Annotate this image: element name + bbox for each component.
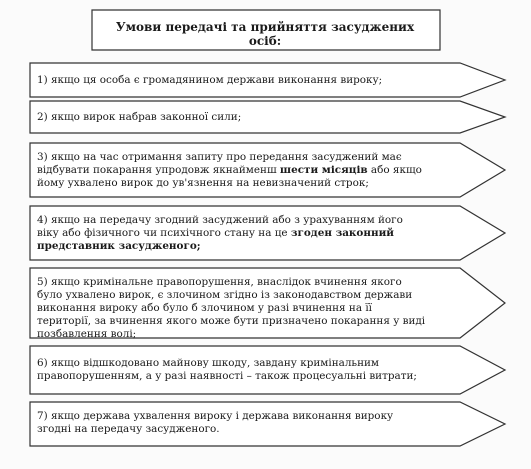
condition-4-text [37, 214, 427, 253]
condition-3-text-end: або якщо йому ухвалено вирок до ув'язнення на невизначений строк; [37, 164, 422, 189]
condition-3-text [37, 151, 427, 190]
condition-4-emphasis: згоден законний представник засудженого; [37, 227, 394, 252]
condition-5-text: 5) якщо кримінальне правопорушення, внаслідок вчинення якого було ухвалено вирок, є злочином згідно із законодавством держави виконання вироку або було б злочином у разі вчинення на її території, за вчинення якого може бути призначено покарання у виді позбавлення волі; [37, 276, 426, 340]
condition-4-text-start: 4) якщо на передачу згодний засуджений або з урахуванням його віку або фізичного чи психічного стану на це [37, 214, 403, 239]
condition-2-text: 2) якщо вирок набрав законної сили; [37, 111, 242, 123]
condition-1-text: 1) якщо ця особа є громадянином держави виконання вироку; [37, 74, 383, 86]
condition-3-emphasis: шести місяців [279, 164, 368, 176]
diagram-title: Умови передачі та прийняття засуджених осіб: [115, 20, 415, 48]
condition-3-text-start: 3) якщо на час отримання запиту про передання засуджений має відбувати покарання упродовж якнайменш [37, 151, 402, 176]
condition-7-text: 7) якщо держава ухвалення вироку і держава виконання вироку згодні на передачу засудженого. [37, 410, 394, 435]
condition-6-text: 6) якщо відшкодовано майнову шкоду, завдану кримінальним правопорушенням, а у разі наявності – також процесуальні витрати; [37, 357, 417, 382]
